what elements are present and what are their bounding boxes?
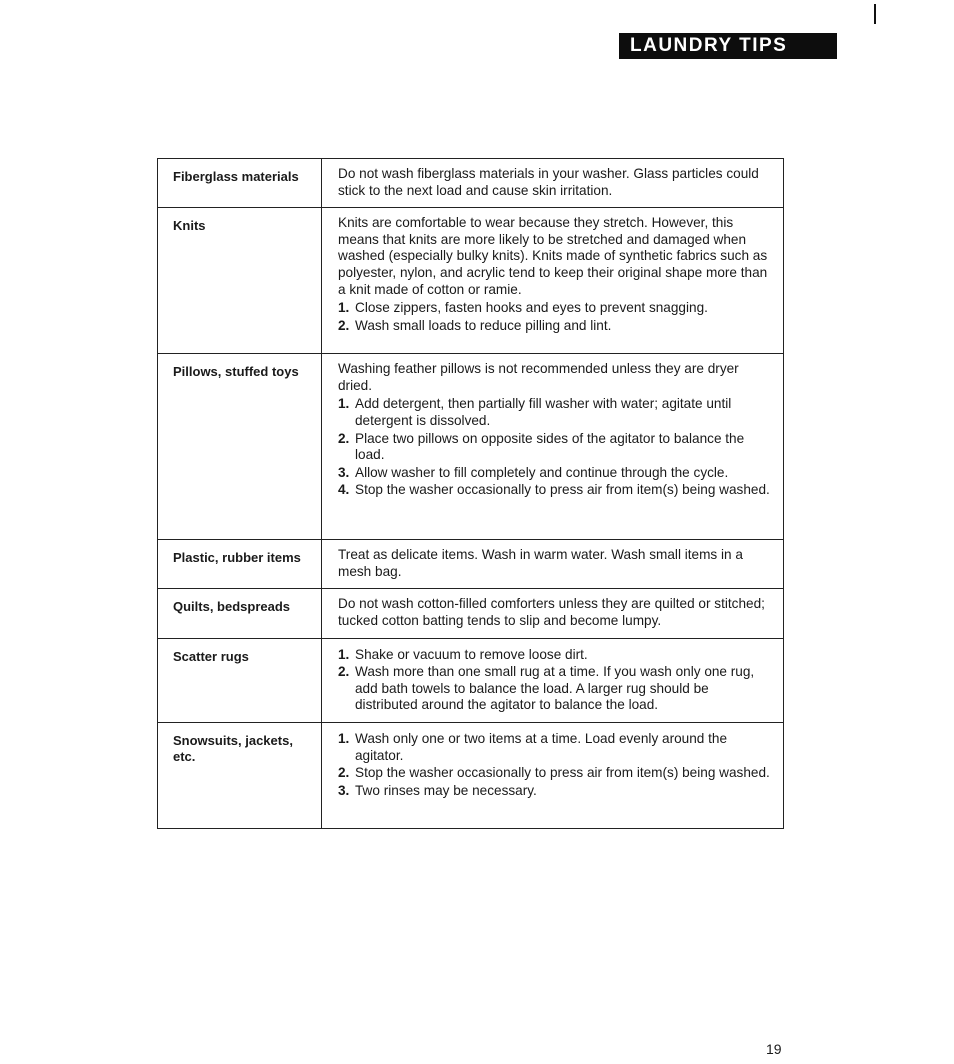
table-row [158, 540, 784, 589]
step-number: 1. [338, 730, 350, 746]
item-instructions [322, 638, 784, 722]
item-instructions [322, 722, 784, 828]
step-item [338, 664, 775, 714]
item-label: Scatter rugs [158, 638, 322, 722]
item-label: Plastic, rubber items [158, 540, 322, 589]
instruction-paragraph: Knits are comfortable to wear because they stretch. However, this means that knits are more likely to be stretched and damaged when washed (especially bulky knits). Knits made of synthetic fabrics such as polyester, nylon, and acrylic tend to keep their original shape more than a knit made of cotton or ramie. [338, 215, 768, 297]
step-number: 4. [338, 482, 350, 498]
item-label: Pillows, stuffed toys [158, 354, 322, 540]
table-row [158, 589, 784, 638]
step-item [338, 465, 775, 482]
step-list [338, 731, 775, 799]
step-number: 1. [338, 396, 350, 412]
step-text: Wash more than one small rug at a time. If you wash only one rug, add bath towels to balance the load. A larger rug should be distributed around the agitator to balance the load. [355, 664, 755, 713]
instruction-paragraph: Do not wash fiberglass materials in your washer. Glass particles could stick to the next load and cause skin irritation. [338, 166, 759, 198]
step-text: Wash only one or two items at a time. Load evenly around the agitator. [355, 730, 728, 763]
step-number: 2. [338, 430, 350, 446]
page-number: 19 [766, 1041, 782, 1057]
step-item [338, 300, 775, 317]
step-list [338, 300, 775, 334]
item-instructions [322, 589, 784, 638]
step-item [338, 731, 775, 764]
step-text: Close zippers, fasten hooks and eyes to prevent snagging. [355, 300, 708, 316]
section-header [619, 33, 837, 59]
laundry-tips-table [157, 158, 784, 829]
step-text: Two rinses may be necessary. [355, 782, 537, 798]
item-instructions [322, 208, 784, 354]
item-label: Fiberglass materials [158, 159, 322, 208]
item-instructions [322, 159, 784, 208]
item-label: Knits [158, 208, 322, 354]
step-number: 1. [338, 300, 350, 316]
step-item [338, 783, 775, 800]
item-instructions [322, 354, 784, 540]
tips-table-body [158, 159, 784, 829]
step-number: 3. [338, 782, 350, 798]
step-text: Add detergent, then partially fill washer with water; agitate until detergent is dissolved. [355, 396, 732, 428]
step-item [338, 396, 775, 429]
instruction-paragraph: Do not wash cotton-filled comforters unless they are quilted or stitched; tucked cotton batting tends to slip and become lumpy. [338, 596, 765, 628]
table-row [158, 638, 784, 722]
step-text: Stop the washer occasionally to press air from item(s) being washed. [355, 765, 770, 781]
step-text: Allow washer to fill completely and continue through the cycle. [355, 464, 729, 480]
table-row [158, 208, 784, 354]
table-row [158, 722, 784, 828]
table-row [158, 354, 784, 540]
step-list [338, 647, 775, 714]
item-instructions [322, 540, 784, 589]
step-text: Shake or vacuum to remove loose dirt. [355, 646, 588, 662]
section-title: LAUNDRY TIPS [630, 35, 788, 56]
margin-rule [874, 4, 876, 24]
step-text: Stop the washer occasionally to press air from item(s) being washed. [355, 482, 770, 498]
instruction-paragraph: Treat as delicate items. Wash in warm water. Wash small items in a mesh bag. [338, 547, 743, 579]
item-label: Quilts, bedspreads [158, 589, 322, 638]
step-text: Wash small loads to reduce pilling and lint. [355, 317, 612, 333]
step-item [338, 431, 775, 464]
step-number: 1. [338, 646, 350, 662]
step-item [338, 765, 775, 782]
step-item [338, 318, 775, 335]
item-label: Snowsuits, jackets, etc. [158, 722, 322, 828]
step-text: Place two pillows on opposite sides of the agitator to balance the load. [355, 430, 745, 463]
step-item [338, 482, 775, 499]
step-number: 2. [338, 317, 350, 333]
step-number: 2. [338, 765, 350, 781]
step-number: 3. [338, 464, 350, 480]
table-row [158, 159, 784, 208]
instruction-paragraph: Washing feather pillows is not recommended unless they are dryer dried. [338, 361, 739, 393]
step-number: 2. [338, 664, 350, 680]
step-item [338, 647, 775, 664]
step-list [338, 396, 775, 499]
